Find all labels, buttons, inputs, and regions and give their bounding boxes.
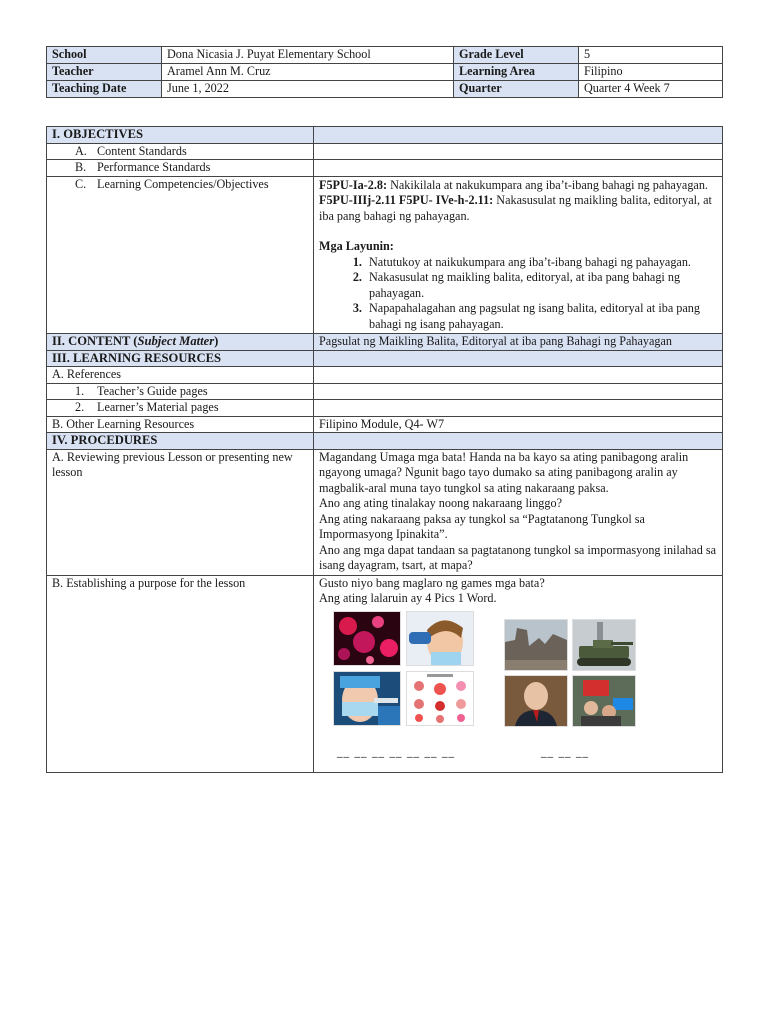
teaching-date-label: Teaching Date xyxy=(47,81,162,98)
learners-material-text: Learner’s Material pages xyxy=(97,400,219,414)
content-heading-suffix: ) xyxy=(214,334,219,348)
objectives-heading: I. OBJECTIVES xyxy=(47,127,314,144)
tank-image xyxy=(572,619,636,671)
competency-2-code: F5PU-IIIj-2.11 F5PU- IVe-h-2.11: xyxy=(319,193,494,207)
learners-material-marker: 2. xyxy=(75,400,85,414)
review-paragraph: Ang ating nakaraang paksa ay tungkol sa “Pagtatanong Tungkol sa Impormasyong Ipinakita”. xyxy=(319,511,645,541)
review-lesson-text xyxy=(314,449,723,575)
symptoms-chart-image xyxy=(406,671,474,726)
teachers-guide-text: Teacher’s Guide pages xyxy=(97,383,208,398)
competencies-row xyxy=(47,176,723,334)
header-row-date xyxy=(47,81,723,98)
teachers-guide-label xyxy=(47,383,314,400)
performance-standards-value xyxy=(314,160,723,177)
world-leader-image xyxy=(504,675,568,727)
school-label: School xyxy=(47,47,162,64)
grade-level-value: 5 xyxy=(579,47,723,64)
layunin-item: 1. Natutukoy at naikukumpara ang iba’t-ibang bahagi ng pahayagan. xyxy=(365,255,717,271)
other-resources-label: B. Other Learning Resources xyxy=(47,416,314,433)
review-lesson-row xyxy=(47,449,723,575)
answer-blanks-left: __ __ __ __ __ __ __ xyxy=(337,744,455,758)
competency-1-code: F5PU-Ia-2.8: xyxy=(319,177,388,192)
content-standards-text: Content Standards xyxy=(97,143,187,158)
layunin-title: Mga Layunin: xyxy=(319,239,394,253)
purpose-paragraph: Ang ating lalaruin ay 4 Pics 1 Word. xyxy=(319,591,497,605)
review-lesson-label: A. Reviewing previous Lesson or presenting new lesson xyxy=(47,449,314,575)
learners-material-row xyxy=(47,400,723,417)
content-value: Pagsulat ng Maikling Balita, Editoryal at iba pang Bahagi ng Pahayagan xyxy=(314,334,723,351)
competencies-value xyxy=(314,176,723,334)
lesson-plan-table xyxy=(46,126,723,773)
procedures-heading-blank xyxy=(314,433,723,450)
content-heading-row xyxy=(47,334,723,351)
competencies-label xyxy=(47,176,314,334)
competencies-marker: C. xyxy=(75,176,87,191)
layunin-item: 2. Nakasusulat ng maikling balita, editoryal, at iba pang bahagi ng pahayagan. xyxy=(365,270,717,301)
learners-material-label xyxy=(47,400,314,417)
procedures-heading-row xyxy=(47,433,723,450)
performance-standards-marker: B. xyxy=(75,160,87,174)
school-value: Dona Nicasia J. Puyat Elementary School xyxy=(162,47,454,64)
layunin-item: 3. Napapahalagahan ang pagsulat ng isang balita, editoryal at iba pang bahagi ng isang pahayagan. xyxy=(365,301,717,332)
layunin-list xyxy=(319,255,717,333)
performance-standards-label xyxy=(47,160,314,177)
header-row-teacher xyxy=(47,64,723,81)
procedures-heading: IV. PROCEDURES xyxy=(47,433,314,450)
learning-area-label: Learning Area xyxy=(454,64,579,81)
review-paragraph: Ano ang mga dapat tandaan sa pagtatanong tungkol sa impormasyong inilahad sa isang dayagram, tsart, at mapa? xyxy=(319,542,717,572)
grade-level-label: Grade Level xyxy=(454,47,579,64)
content-standards-value xyxy=(314,143,723,160)
other-resources-row xyxy=(47,416,723,433)
resources-heading-row xyxy=(47,350,723,367)
competency-1-text: Nakikilala at nakukumpara ang iba’t-ibang bahagi ng pahayagan. xyxy=(387,177,708,192)
objectives-heading-blank xyxy=(314,127,723,144)
teachers-guide-row xyxy=(47,383,723,400)
references-row xyxy=(47,367,723,384)
purpose-text xyxy=(314,575,723,772)
content-heading xyxy=(47,334,314,351)
quarter-value: Quarter 4 Week 7 xyxy=(579,81,723,98)
learning-area-value: Filipino xyxy=(579,64,723,81)
competencies-text: Learning Competencies/Objectives xyxy=(97,176,269,191)
resources-heading: III. LEARNING RESOURCES xyxy=(47,350,314,367)
purpose-row xyxy=(47,575,723,772)
vaccine-image xyxy=(333,671,401,726)
objectives-heading-row xyxy=(47,127,723,144)
resources-heading-blank xyxy=(314,350,723,367)
four-pics-one-word-puzzle xyxy=(319,611,717,771)
competency-1 xyxy=(319,178,717,194)
virus-image xyxy=(333,611,401,666)
purpose-label: B. Establishing a purpose for the lesson xyxy=(47,575,314,772)
competency-2-text: Nakasusulat ng maikling balita, editoryal, at iba pang bahagi ng pahayagan. xyxy=(319,193,712,223)
protest-image xyxy=(572,675,636,727)
review-paragraph: Magandang Umaga mga bata! Handa na ba kayo sa ating panibagong aralin ngayong umaga? Ngunit bago tayo dumako sa ating panibagong aralin ay magbalik-aral muna tayo tungkol sa ating nakaraang paksa. xyxy=(319,449,689,495)
learners-material-value xyxy=(314,400,723,417)
content-heading-prefix: II. CONTENT ( xyxy=(52,334,138,348)
teaching-date-value: June 1, 2022 xyxy=(162,81,454,98)
quarter-label: Quarter xyxy=(454,81,579,98)
other-resources-value: Filipino Module, Q4- W7 xyxy=(314,416,723,433)
teacher-value: Aramel Ann M. Cruz xyxy=(162,64,454,81)
content-heading-italic: Subject Matter xyxy=(137,334,215,348)
references-value xyxy=(314,367,723,384)
references-label: A. References xyxy=(47,367,314,384)
header-row-school xyxy=(47,47,723,64)
purpose-paragraph: Gusto niyo bang maglaro ng games mga bata? xyxy=(319,575,545,590)
ruined-building-image xyxy=(504,619,568,671)
nasal-swab-image xyxy=(406,611,474,666)
performance-standards-row xyxy=(47,160,723,177)
teachers-guide-marker: 1. xyxy=(75,383,85,398)
answer-blanks-right: __ __ __ xyxy=(541,744,589,758)
content-standards-marker: A. xyxy=(75,143,87,158)
teachers-guide-value xyxy=(314,383,723,400)
header-table xyxy=(46,46,723,98)
review-paragraph: Ano ang ating tinalakay noong nakaraang linggo? xyxy=(319,496,563,510)
content-standards-label xyxy=(47,143,314,160)
content-standards-row xyxy=(47,143,723,160)
performance-standards-text: Performance Standards xyxy=(97,160,211,174)
teacher-label: Teacher xyxy=(47,64,162,81)
competency-2 xyxy=(319,193,717,224)
